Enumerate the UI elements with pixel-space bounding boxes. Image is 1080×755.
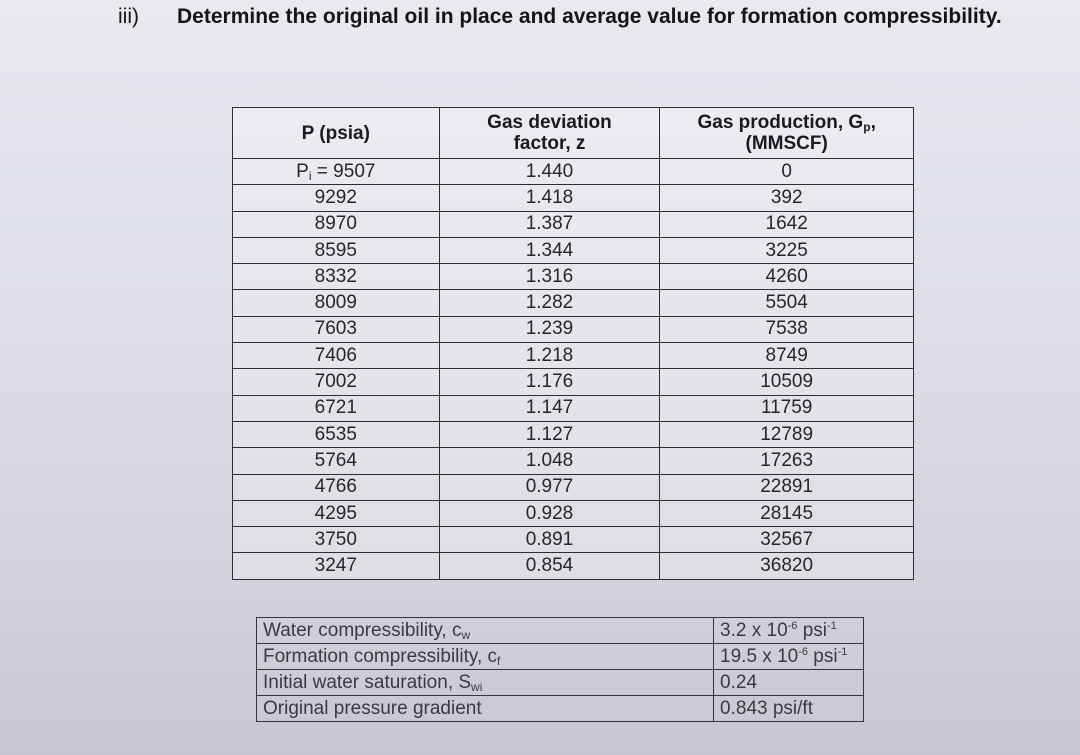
cell-z: 1.282 <box>439 290 660 316</box>
cell-pressure: 8970 <box>233 211 440 237</box>
table-row <box>233 421 914 447</box>
cell-gp: 7538 <box>660 316 914 342</box>
cell-gp: 1642 <box>660 211 914 237</box>
cell-z: 1.418 <box>439 185 660 211</box>
table-row <box>233 185 914 211</box>
property-label: Water compressibility, $c_w$ <box>257 618 714 644</box>
cell-gp: 36820 <box>660 553 914 579</box>
header-gp-sub: p <box>863 120 871 134</box>
table-row <box>233 448 914 474</box>
table-row <box>233 211 914 237</box>
property-label: Initial water saturation, $S_{wi}$ <box>257 670 714 696</box>
cell-gp: 17263 <box>660 448 914 474</box>
cell-gp: 32567 <box>660 527 914 553</box>
table-row <box>233 316 914 342</box>
cell-pressure: 4295 <box>233 500 440 526</box>
cell-gp: 4260 <box>660 264 914 290</box>
cell-z: 1.176 <box>439 369 660 395</box>
property-row-formation-compressibility <box>257 644 864 670</box>
cell-z: 1.147 <box>439 395 660 421</box>
property-row-initial-water-saturation <box>257 670 864 696</box>
cell-pressure: 3247 <box>233 553 440 579</box>
cell-pressure: 3750 <box>233 527 440 553</box>
question-number: iii) <box>118 5 139 28</box>
cell-z: 1.239 <box>439 316 660 342</box>
table-row <box>233 343 914 369</box>
cell-z: 1.387 <box>439 211 660 237</box>
header-gp-line2: (MMSCF) <box>745 133 828 154</box>
table-row <box>233 500 914 526</box>
table-row-initial <box>233 159 914 185</box>
cell-pressure: 8332 <box>233 264 440 290</box>
property-value: 0.843 psi/ft <box>714 696 864 722</box>
cell-gp: 392 <box>660 185 914 211</box>
cell-gp: 28145 <box>660 500 914 526</box>
cell-gp: 3225 <box>660 237 914 263</box>
cell-gp: 0 <box>660 159 914 185</box>
cell-z: 1.440 <box>439 159 660 185</box>
cell-z: 0.854 <box>439 553 660 579</box>
property-row-pressure-gradient <box>257 696 864 722</box>
property-row-water-compressibility <box>257 618 864 644</box>
table-row <box>233 527 914 553</box>
reservoir-properties-table <box>256 617 864 722</box>
question-line <box>118 5 1002 29</box>
table-row <box>233 264 914 290</box>
cell-pressure: 9292 <box>233 185 440 211</box>
table-row <box>233 290 914 316</box>
cell-pressure: 8009 <box>233 290 440 316</box>
property-value: 0.24 <box>714 670 864 696</box>
cell-pressure: $P_i = 9507$ <box>233 159 440 185</box>
question-text: Determine the original oil in place and average value for formation compressibility. <box>177 5 1002 28</box>
cell-z: 0.928 <box>439 500 660 526</box>
table-row <box>233 369 914 395</box>
cell-pressure: 5764 <box>233 448 440 474</box>
table-header-row <box>233 108 914 159</box>
table-row <box>233 395 914 421</box>
property-label: Original pressure gradient <box>257 696 714 722</box>
property-value: 3.2 x $10^{-6}$ psi$^{-1}$ <box>714 618 864 644</box>
cell-z: 1.127 <box>439 421 660 447</box>
cell-pressure: 8595 <box>233 237 440 263</box>
cell-gp: 11759 <box>660 395 914 421</box>
cell-gp: 12789 <box>660 421 914 447</box>
header-gas-production: Gas production, $G_p$, (MMSCF) <box>660 108 914 159</box>
cell-gp: 10509 <box>660 369 914 395</box>
cell-pressure: 7603 <box>233 316 440 342</box>
header-gp-line1: Gas production, G <box>697 112 864 133</box>
cell-gp: 8749 <box>660 343 914 369</box>
cell-gp: 22891 <box>660 474 914 500</box>
property-label: Formation compressibility, $c_f$ <box>257 644 714 670</box>
header-pressure: P (psia) <box>233 108 440 159</box>
property-value: 19.5 x $10^{-6}$ psi$^{-1}$ <box>714 644 864 670</box>
header-gas-deviation <box>439 108 660 159</box>
header-z-line2: factor, z <box>513 133 586 154</box>
table-row <box>233 237 914 263</box>
cell-z: 0.977 <box>439 474 660 500</box>
cell-pressure: 7002 <box>233 369 440 395</box>
table-row <box>233 553 914 579</box>
header-z-line1: Gas deviation <box>487 112 612 133</box>
cell-pressure: 6721 <box>233 395 440 421</box>
table-row <box>233 474 914 500</box>
cell-z: 1.048 <box>439 448 660 474</box>
pvt-data-table <box>232 107 914 580</box>
cell-gp: 5504 <box>660 290 914 316</box>
cell-pressure: 6535 <box>233 421 440 447</box>
cell-z: 0.891 <box>439 527 660 553</box>
cell-pressure: 4766 <box>233 474 440 500</box>
cell-pressure: 7406 <box>233 343 440 369</box>
cell-z: 1.344 <box>439 237 660 263</box>
cell-z: 1.218 <box>439 343 660 369</box>
cell-z: 1.316 <box>439 264 660 290</box>
